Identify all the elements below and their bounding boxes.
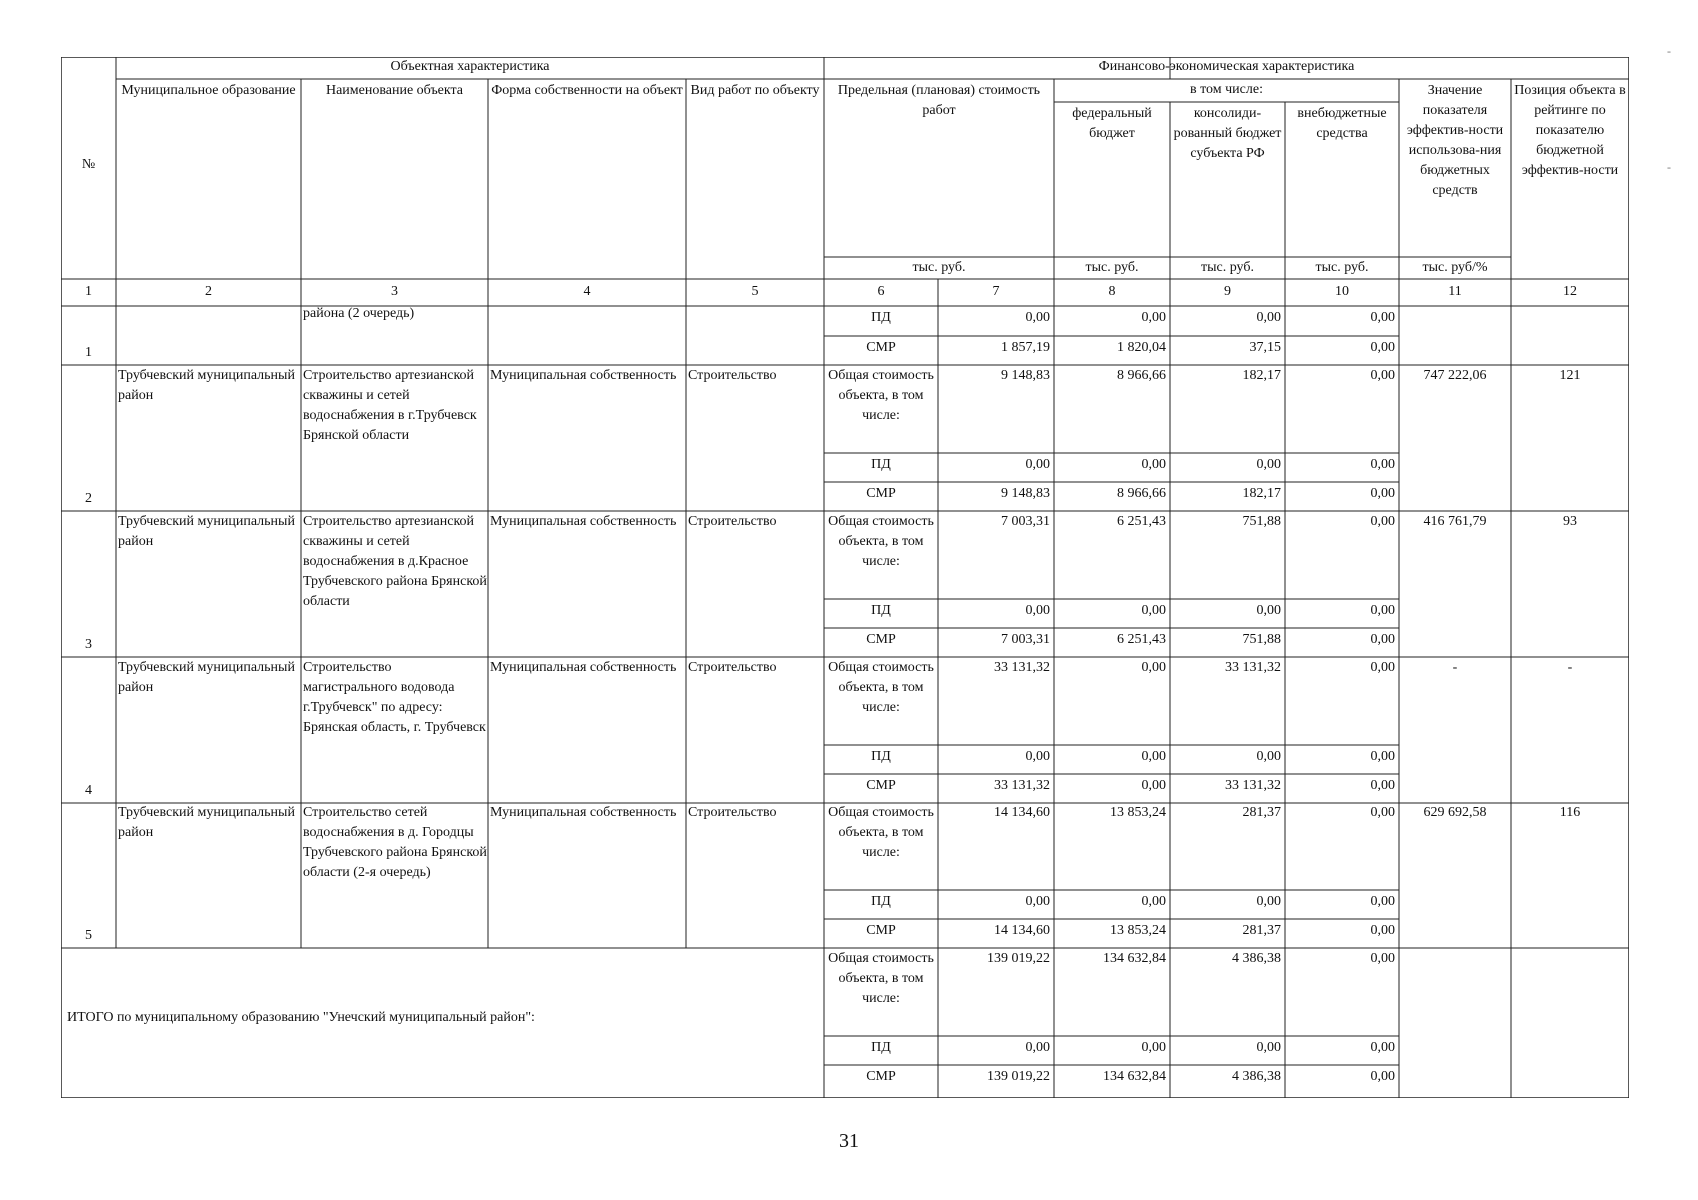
financial-characteristic-header: Финансово-экономическая характеристика xyxy=(1098,59,1355,74)
column-number: 9 xyxy=(1224,284,1231,299)
consolidated-value: 751,88 xyxy=(1242,514,1281,529)
work-stage-label: ПД xyxy=(871,457,891,472)
planned-cost-value: 139 019,22 xyxy=(987,951,1050,966)
federal-value: 13 853,24 xyxy=(1110,923,1166,938)
work-type: Строительство xyxy=(688,514,777,529)
consolidated-value: 4 386,38 xyxy=(1232,951,1281,966)
row-number: 2 xyxy=(85,491,92,506)
federal-value: 0,00 xyxy=(1141,1040,1166,1055)
object-characteristic-header: Объектная характеристика xyxy=(390,59,550,74)
consolidated-value: 0,00 xyxy=(1256,749,1281,764)
extrabudget-value: 0,00 xyxy=(1370,660,1395,675)
work-stage-label: СМР xyxy=(866,340,896,355)
extrabudget-value: 0,00 xyxy=(1370,894,1395,909)
consolidated-value: 751,88 xyxy=(1242,632,1281,647)
work-stage-label: СМР xyxy=(866,486,896,501)
federal-value: 0,00 xyxy=(1141,457,1166,472)
federal-value: 0,00 xyxy=(1141,310,1166,325)
ownership-form: Муниципальная собственность xyxy=(490,660,677,675)
federal-value: 1 820,04 xyxy=(1117,340,1166,355)
extrabudget-value: 0,00 xyxy=(1370,368,1395,383)
margin-mark: - xyxy=(1667,44,1671,58)
rating-position: 116 xyxy=(1559,805,1581,820)
consolidated-value: 0,00 xyxy=(1256,310,1281,325)
federal-value: 0,00 xyxy=(1141,778,1166,793)
federal-value: 13 853,24 xyxy=(1110,805,1166,820)
extrabudget-value: 0,00 xyxy=(1370,805,1395,820)
ownership-header: Форма собственности на объект xyxy=(491,83,683,98)
federal-value: 8 966,66 xyxy=(1117,368,1166,383)
totals-label: ИТОГО по муниципальному образованию "Унечский муниципальный район": xyxy=(67,1010,535,1025)
extrabudget-value: 0,00 xyxy=(1370,923,1395,938)
column-number: 1 xyxy=(85,284,92,299)
work-stage-label: Общая стоимость объекта, в том числе: xyxy=(828,805,934,860)
consolidated-value: 182,17 xyxy=(1242,368,1281,383)
ownership-form: Муниципальная собственность xyxy=(490,514,677,529)
extrabudget-value: 0,00 xyxy=(1370,632,1395,647)
row-number: 4 xyxy=(85,783,92,798)
planned-cost-value: 9 148,83 xyxy=(1001,368,1050,383)
work-stage-label: СМР xyxy=(866,778,896,793)
column-number: 7 xyxy=(992,284,1000,299)
column-number: 10 xyxy=(1335,284,1349,299)
extrabudget-value: 0,00 xyxy=(1370,486,1395,501)
row-number: 5 xyxy=(85,928,92,943)
municipality-name: Трубчевский муниципальный район xyxy=(118,660,295,695)
consolidated-value: 4 386,38 xyxy=(1232,1069,1281,1084)
planned-cost-value: 14 134,60 xyxy=(994,805,1050,820)
consolidated-value: 33 131,32 xyxy=(1225,778,1281,793)
extrabudget-value: 0,00 xyxy=(1370,310,1395,325)
consolidated-value: 0,00 xyxy=(1256,457,1281,472)
planned-cost-value: 139 019,22 xyxy=(987,1069,1050,1084)
planned-cost-value: 33 131,32 xyxy=(994,778,1050,793)
consolidated-value: 0,00 xyxy=(1256,1040,1281,1055)
planned-cost-header: Предельная (плановая) стоимость работ xyxy=(837,83,1041,118)
consolidated-value: 182,17 xyxy=(1242,486,1281,501)
work-stage-label: ПД xyxy=(871,894,891,909)
object-name: Строительство сетей водоснабжения в д. Городцы Трубчевского района Брянской области (2-я очередь) xyxy=(303,805,487,880)
object-name: Строительство артезианской скважины и сетей водоснабжения в г.Трубчевск Брянской области xyxy=(303,368,477,443)
rating-position: 93 xyxy=(1563,514,1577,529)
column-number: 4 xyxy=(583,284,591,299)
planned-cost-value: 33 131,32 xyxy=(994,660,1050,675)
extrabudget-value: 0,00 xyxy=(1370,340,1395,355)
efficiency-value: 629 692,58 xyxy=(1423,805,1487,820)
row-number-header: № xyxy=(81,157,96,172)
object-name: Строительство артезианской скважины и сетей водоснабжения в д.Красное Трубчевского района Брянской области xyxy=(303,514,487,609)
row-number: 3 xyxy=(85,637,92,652)
federal-value: 0,00 xyxy=(1141,603,1166,618)
column-number: 5 xyxy=(751,284,759,299)
planned-cost-value: 1 857,19 xyxy=(1001,340,1050,355)
municipality-name: Трубчевский муниципальный район xyxy=(118,368,295,403)
consolidated-value: 0,00 xyxy=(1256,894,1281,909)
page-number: 31 xyxy=(839,1130,859,1152)
efficiency-value: 416 761,79 xyxy=(1423,514,1487,529)
work-type: Строительство xyxy=(688,368,777,383)
object-name-fragment: района (2 очередь) xyxy=(303,306,415,321)
rating-position: 121 xyxy=(1559,368,1581,383)
extrabudget-value: 0,00 xyxy=(1370,749,1395,764)
work-stage-label: Общая стоимость объекта, в том числе: xyxy=(828,951,934,1006)
federal-budget-header: федеральный бюджет xyxy=(1072,106,1152,141)
efficiency-value: - xyxy=(1452,660,1458,675)
unit-label: тыс. руб. xyxy=(1201,260,1254,275)
row-number: 1 xyxy=(85,345,92,360)
extrabudget-value: 0,00 xyxy=(1370,1040,1395,1055)
unit-label: тыс. руб. xyxy=(1085,260,1139,275)
consolidated-value: 281,37 xyxy=(1242,805,1281,820)
ownership-form: Муниципальная собственность xyxy=(490,805,677,820)
column-number: 12 xyxy=(1563,284,1577,299)
work-stage-label: СМР xyxy=(866,1069,896,1084)
margin-mark: - xyxy=(1667,160,1671,174)
column-number: 3 xyxy=(391,284,398,299)
work-stage-label: ПД xyxy=(871,603,891,618)
planned-cost-value: 0,00 xyxy=(1025,603,1050,618)
work-stage-label: СМР xyxy=(866,632,896,647)
efficiency-value: 747 222,06 xyxy=(1423,368,1487,383)
work-stage-label: Общая стоимость объекта, в том числе: xyxy=(828,514,934,569)
extrabudget-value: 0,00 xyxy=(1370,457,1395,472)
extrabudget-value: 0,00 xyxy=(1370,1069,1395,1084)
federal-value: 8 966,66 xyxy=(1117,486,1166,501)
work-stage-label: ПД xyxy=(871,310,891,325)
planned-cost-value: 0,00 xyxy=(1025,894,1050,909)
work-type: Строительство xyxy=(688,805,777,820)
consolidated-budget-header: консолиди-рованный бюджет субъекта РФ xyxy=(1173,106,1282,161)
unit-label: тыс. руб. xyxy=(1315,260,1369,275)
work-stage-label: Общая стоимость объекта, в том числе: xyxy=(828,660,934,715)
municipality-name: Трубчевский муниципальный район xyxy=(118,514,295,549)
ownership-form: Муниципальная собственность xyxy=(490,368,677,383)
federal-value: 0,00 xyxy=(1141,660,1166,675)
column-number: 6 xyxy=(877,284,885,299)
extrabudget-value: 0,00 xyxy=(1370,951,1395,966)
work-stage-label: СМР xyxy=(866,923,896,938)
consolidated-value: 33 131,32 xyxy=(1225,660,1281,675)
municipality-name: Трубчевский муниципальный район xyxy=(118,805,295,840)
federal-value: 0,00 xyxy=(1141,749,1166,764)
consolidated-value: 0,00 xyxy=(1256,603,1281,618)
work-stage-label: ПД xyxy=(871,1040,891,1055)
planned-cost-value: 0,00 xyxy=(1025,749,1050,764)
column-number: 11 xyxy=(1448,284,1462,299)
planned-cost-value: 0,00 xyxy=(1025,1040,1050,1055)
column-number: 8 xyxy=(1108,284,1116,299)
object-name-header: Наименование объекта xyxy=(325,83,464,98)
including-header: в том числе: xyxy=(1190,82,1263,97)
planned-cost-value: 9 148,83 xyxy=(1001,486,1050,501)
planned-cost-value: 14 134,60 xyxy=(994,923,1050,938)
rating-position: - xyxy=(1567,660,1573,675)
extrabudgetary-header: внебюджетные средства xyxy=(1297,106,1387,141)
planned-cost-value: 0,00 xyxy=(1025,310,1050,325)
federal-value: 0,00 xyxy=(1141,894,1166,909)
consolidated-value: 281,37 xyxy=(1242,923,1281,938)
object-name: Строительство магистрального водовода г.Трубчевск" по адресу: Брянская область, г. Трубчевск xyxy=(303,660,486,735)
unit-label: тыс. руб. xyxy=(912,260,966,275)
extrabudget-value: 0,00 xyxy=(1370,514,1395,529)
work-stage-label: Общая стоимость объекта, в том числе: xyxy=(828,368,934,423)
consolidated-value: 37,15 xyxy=(1249,340,1281,355)
planned-cost-value: 7 003,31 xyxy=(1001,632,1050,647)
efficiency-header: Значение показателя эффектив-ности использова-ния бюджетных средств xyxy=(1406,83,1504,198)
column-number: 2 xyxy=(205,284,212,299)
work-stage-label: ПД xyxy=(871,749,891,764)
investment-table xyxy=(61,57,1629,1098)
work-type: Строительство xyxy=(688,660,777,675)
planned-cost-value: 7 003,31 xyxy=(1001,514,1050,529)
work-type-header: Вид работ по объекту xyxy=(690,83,820,98)
federal-value: 6 251,43 xyxy=(1117,514,1166,529)
extrabudget-value: 0,00 xyxy=(1370,603,1395,618)
extrabudget-value: 0,00 xyxy=(1370,778,1395,793)
federal-value: 134 632,84 xyxy=(1103,951,1166,966)
federal-value: 134 632,84 xyxy=(1103,1069,1166,1084)
planned-cost-value: 0,00 xyxy=(1025,457,1050,472)
rating-position-header: Позиция объекта в рейтинге по показателю бюджетной эффектив-ности xyxy=(1514,83,1626,178)
municipality-header: Муниципальное образование xyxy=(121,83,296,98)
federal-value: 6 251,43 xyxy=(1117,632,1166,647)
unit-label: тыс. руб/% xyxy=(1422,260,1488,275)
